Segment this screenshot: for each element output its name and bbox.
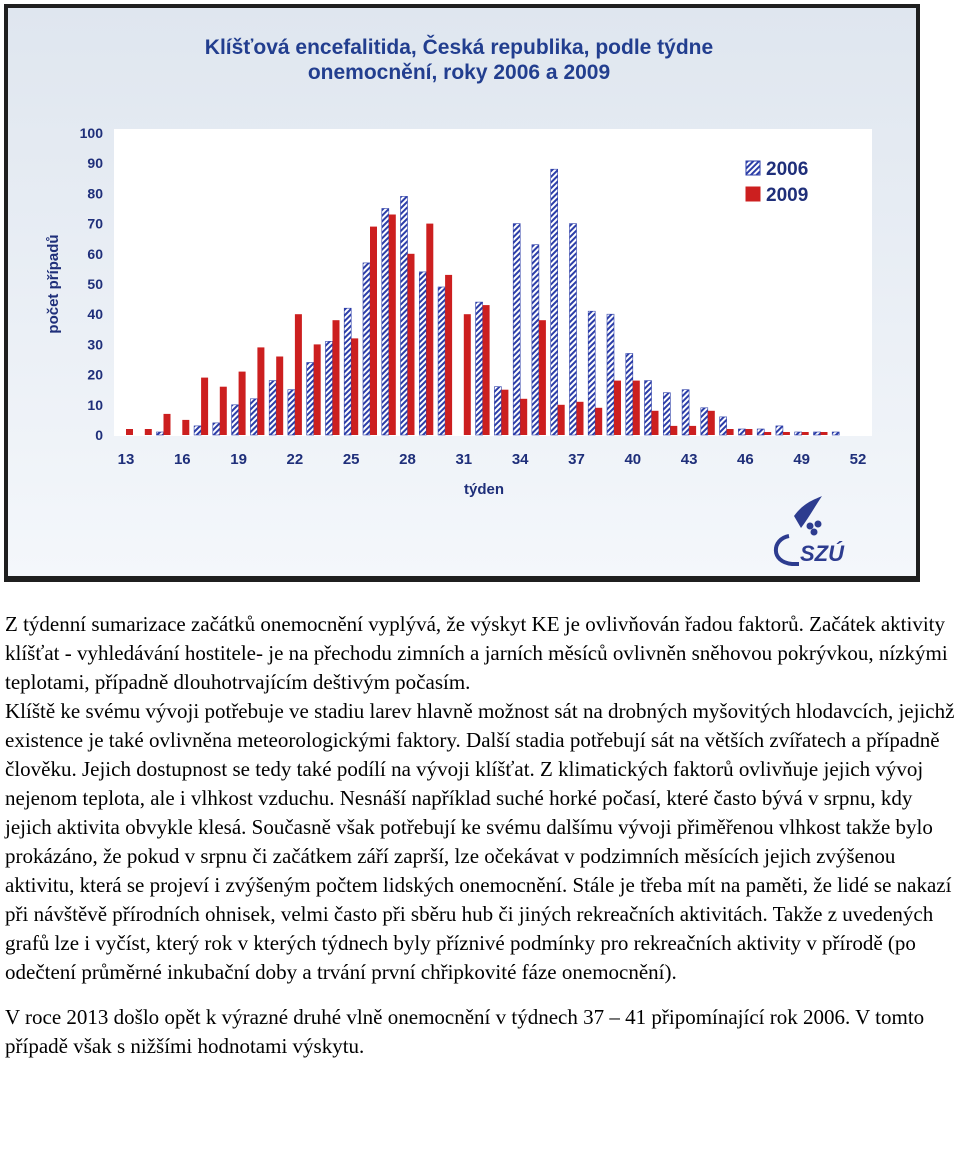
legend-label-2009: 2009	[766, 185, 809, 206]
y-tick-label: 20	[87, 366, 103, 383]
bar-2006-week-26	[363, 263, 370, 435]
bar-2006-week-28	[401, 196, 408, 435]
bar-2009-week-21	[276, 357, 283, 436]
bar-2009-week-44	[708, 411, 715, 435]
x-tick-label: 13	[117, 451, 135, 468]
bar-2009-week-27	[389, 215, 396, 436]
bar-2006-week-21	[269, 381, 276, 435]
chart-figure	[4, 4, 920, 582]
bar-2006-week-34	[513, 224, 520, 435]
bar-2009-week-29	[426, 224, 433, 435]
x-tick-label: 49	[793, 451, 811, 468]
bar-2009-week-41	[652, 411, 659, 435]
bar-2006-week-48	[776, 426, 783, 435]
bar-2006-week-23	[307, 363, 314, 436]
bar-2006-week-50	[814, 432, 821, 435]
bar-2009-week-23	[314, 344, 321, 435]
bar-2009-week-31	[464, 314, 471, 435]
legend-swatch-2006	[746, 161, 760, 175]
bar-2009-week-18	[220, 387, 227, 435]
bar-2009-week-46	[745, 429, 752, 435]
y-tick-label: 70	[87, 215, 103, 232]
bar-2009-week-24	[333, 320, 340, 435]
bar-2009-week-25	[351, 338, 358, 435]
paragraph-2013: V roce 2013 došlo opět k výrazné druhé vlně onemocnění v týdnech 37 – 41 připomínající rok 2006. V tomto případě však s nižšími hodnotami výskytu.	[5, 1005, 925, 1058]
bar-2006-week-22	[288, 390, 295, 435]
bar-2006-week-18	[213, 423, 220, 435]
x-tick-label: 16	[173, 451, 191, 468]
bar-2006-week-17	[194, 426, 201, 435]
bar-2006-week-38	[588, 311, 595, 435]
x-tick-label: 25	[342, 451, 360, 468]
bar-2006-week-15	[157, 432, 164, 435]
x-tick-label: 19	[230, 451, 247, 468]
bar-2009-week-30	[445, 275, 452, 435]
bar-2009-week-47	[764, 432, 771, 435]
bar-2009-week-45	[727, 429, 734, 435]
x-tick-label: 43	[680, 451, 698, 468]
bar-2006-week-49	[795, 432, 802, 435]
bar-2006-week-40	[626, 354, 633, 436]
x-tick-label: 52	[849, 451, 867, 468]
x-axis-label: týden	[463, 481, 505, 498]
paragraph-intro: Z týdenní sumarizace začátků onemocnění vyplývá, že výskyt KE je ovlivňován řadou faktorů. Začátek aktivity klíšťat - vyhledávání hostitele- je na přechodu zimních a jarních měsíců ovlivněn sněhovou pokrývkou, nízkými teplotami, případně dlouhotrvajícím deštivým počasím.	[5, 612, 948, 694]
chart-title-line-1: Klíšťová encefalitida, Česká republika, podle týdne	[204, 36, 714, 59]
bar-2009-week-17	[201, 378, 208, 435]
bar-2009-week-50	[821, 432, 828, 435]
y-tick-label: 10	[87, 396, 103, 413]
x-tick-label: 22	[286, 451, 304, 468]
bar-2006-week-32	[476, 302, 483, 435]
bar-2009-week-13	[126, 429, 133, 435]
x-tick-label: 28	[399, 451, 416, 468]
bar-2009-week-32	[483, 305, 490, 435]
bar-2009-week-43	[689, 426, 696, 435]
bar-2009-week-35	[539, 320, 546, 435]
bar-2006-week-39	[607, 314, 614, 435]
bar-2009-week-42	[670, 426, 677, 435]
legend-swatch-2009	[746, 187, 760, 201]
y-axis-label: počet případů	[45, 234, 62, 334]
y-tick-label: 90	[87, 155, 103, 172]
bar-2009-week-38	[595, 408, 602, 435]
y-tick-label: 40	[87, 306, 103, 323]
legend-label-2006: 2006	[766, 159, 809, 180]
bar-2006-week-44	[701, 408, 708, 435]
bar-2006-week-19	[232, 405, 239, 435]
bar-2006-week-51	[832, 432, 839, 435]
bar-2009-week-48	[783, 432, 790, 435]
bar-2006-week-36	[551, 169, 558, 435]
x-tick-label: 46	[737, 451, 754, 468]
bar-2006-week-45	[720, 417, 727, 435]
szu-logo-text: SZÚ	[800, 541, 844, 566]
y-tick-label: 60	[87, 245, 103, 262]
bar-2009-week-15	[164, 414, 171, 435]
chart-title-line-2: onemocnění, roky 2006 a 2009	[307, 61, 611, 84]
bar-2009-week-49	[802, 432, 809, 435]
y-tick-label: 30	[87, 336, 103, 353]
bar-2009-week-40	[633, 381, 640, 435]
bar-2006-week-43	[682, 390, 689, 435]
bar-chart	[4, 4, 920, 582]
bar-2006-week-47	[757, 429, 764, 435]
bar-2009-week-22	[295, 314, 302, 435]
bar-2009-week-34	[520, 399, 527, 435]
bar-2006-week-29	[419, 272, 426, 435]
bar-2009-week-14	[145, 429, 152, 435]
article-text	[5, 610, 957, 1061]
bar-2006-week-25	[344, 308, 351, 435]
bar-2006-week-33	[494, 387, 501, 435]
bar-2009-week-36	[558, 405, 565, 435]
bar-2006-week-27	[382, 209, 389, 436]
bar-2006-week-30	[438, 287, 445, 435]
bar-2006-week-24	[326, 341, 333, 435]
bar-2006-week-37	[570, 224, 577, 435]
bar-2009-week-28	[408, 254, 415, 435]
bar-2009-week-16	[182, 420, 189, 435]
bar-2006-week-41	[645, 381, 652, 435]
bar-2009-week-37	[577, 402, 584, 435]
bar-2009-week-26	[370, 227, 377, 435]
x-tick-label: 31	[455, 451, 473, 468]
x-tick-label: 37	[568, 451, 585, 468]
y-tick-label: 50	[87, 276, 103, 292]
bar-2009-week-20	[257, 347, 264, 435]
x-tick-label: 34	[511, 451, 529, 468]
y-tick-label: 0	[95, 427, 103, 443]
bar-2006-week-20	[250, 399, 257, 435]
bar-2006-week-42	[663, 393, 670, 435]
bar-2006-week-46	[738, 429, 745, 435]
paragraph-tick-development: Klíště ke svému vývoji potřebuje ve stadiu larev hlavně možnost sát na drobných myšovitých hlodavcích, jejichž existence je také ovlivněna meteorologickými faktory. Další stadia potřebují sát na větších zvířatech a případně člověku. Jejich dostupnost se tedy také podílí na vývoji klíšťat. Z klimatických faktorů ovlivňuje jejich vývoj nejenom teplota, ale i vlhkost vzduchu. Nesnáší například suché horké počasí, které často bývá v srpnu, kdy jejich aktivita obvykle klesá. Současně však potřebují ke svému dalšímu vývoji přiměřenou vlhkost takže bylo prokázáno, že pokud v srpnu či začátkem září zaprší, lze očekávat v podzimních měsících jejich zvýšenou aktivitu, která se projeví i zvýšeným počtem lidských onemocnění. Stále je třeba mít na paměti, že lidé se nakazí při návštěvě přírodních ohnisek, velmi často při sběru hub či jiných rekreačních aktivitách. Takže z uvedených grafů lze i vyčíst, který rok v kterých týdnech byly příznivé podmínky pro rekreačních aktivity v přírodě (po odečtení průměrné inkubační doby a trvání první chřipkovité fáze onemocnění).	[5, 699, 955, 984]
x-tick-label: 40	[624, 451, 642, 468]
y-tick-label: 80	[87, 185, 103, 202]
bar-2009-week-19	[239, 372, 246, 435]
bar-2006-week-35	[532, 245, 539, 435]
bar-2009-week-39	[614, 381, 621, 435]
y-tick-label: 100	[79, 125, 103, 141]
bar-2009-week-33	[501, 390, 508, 435]
